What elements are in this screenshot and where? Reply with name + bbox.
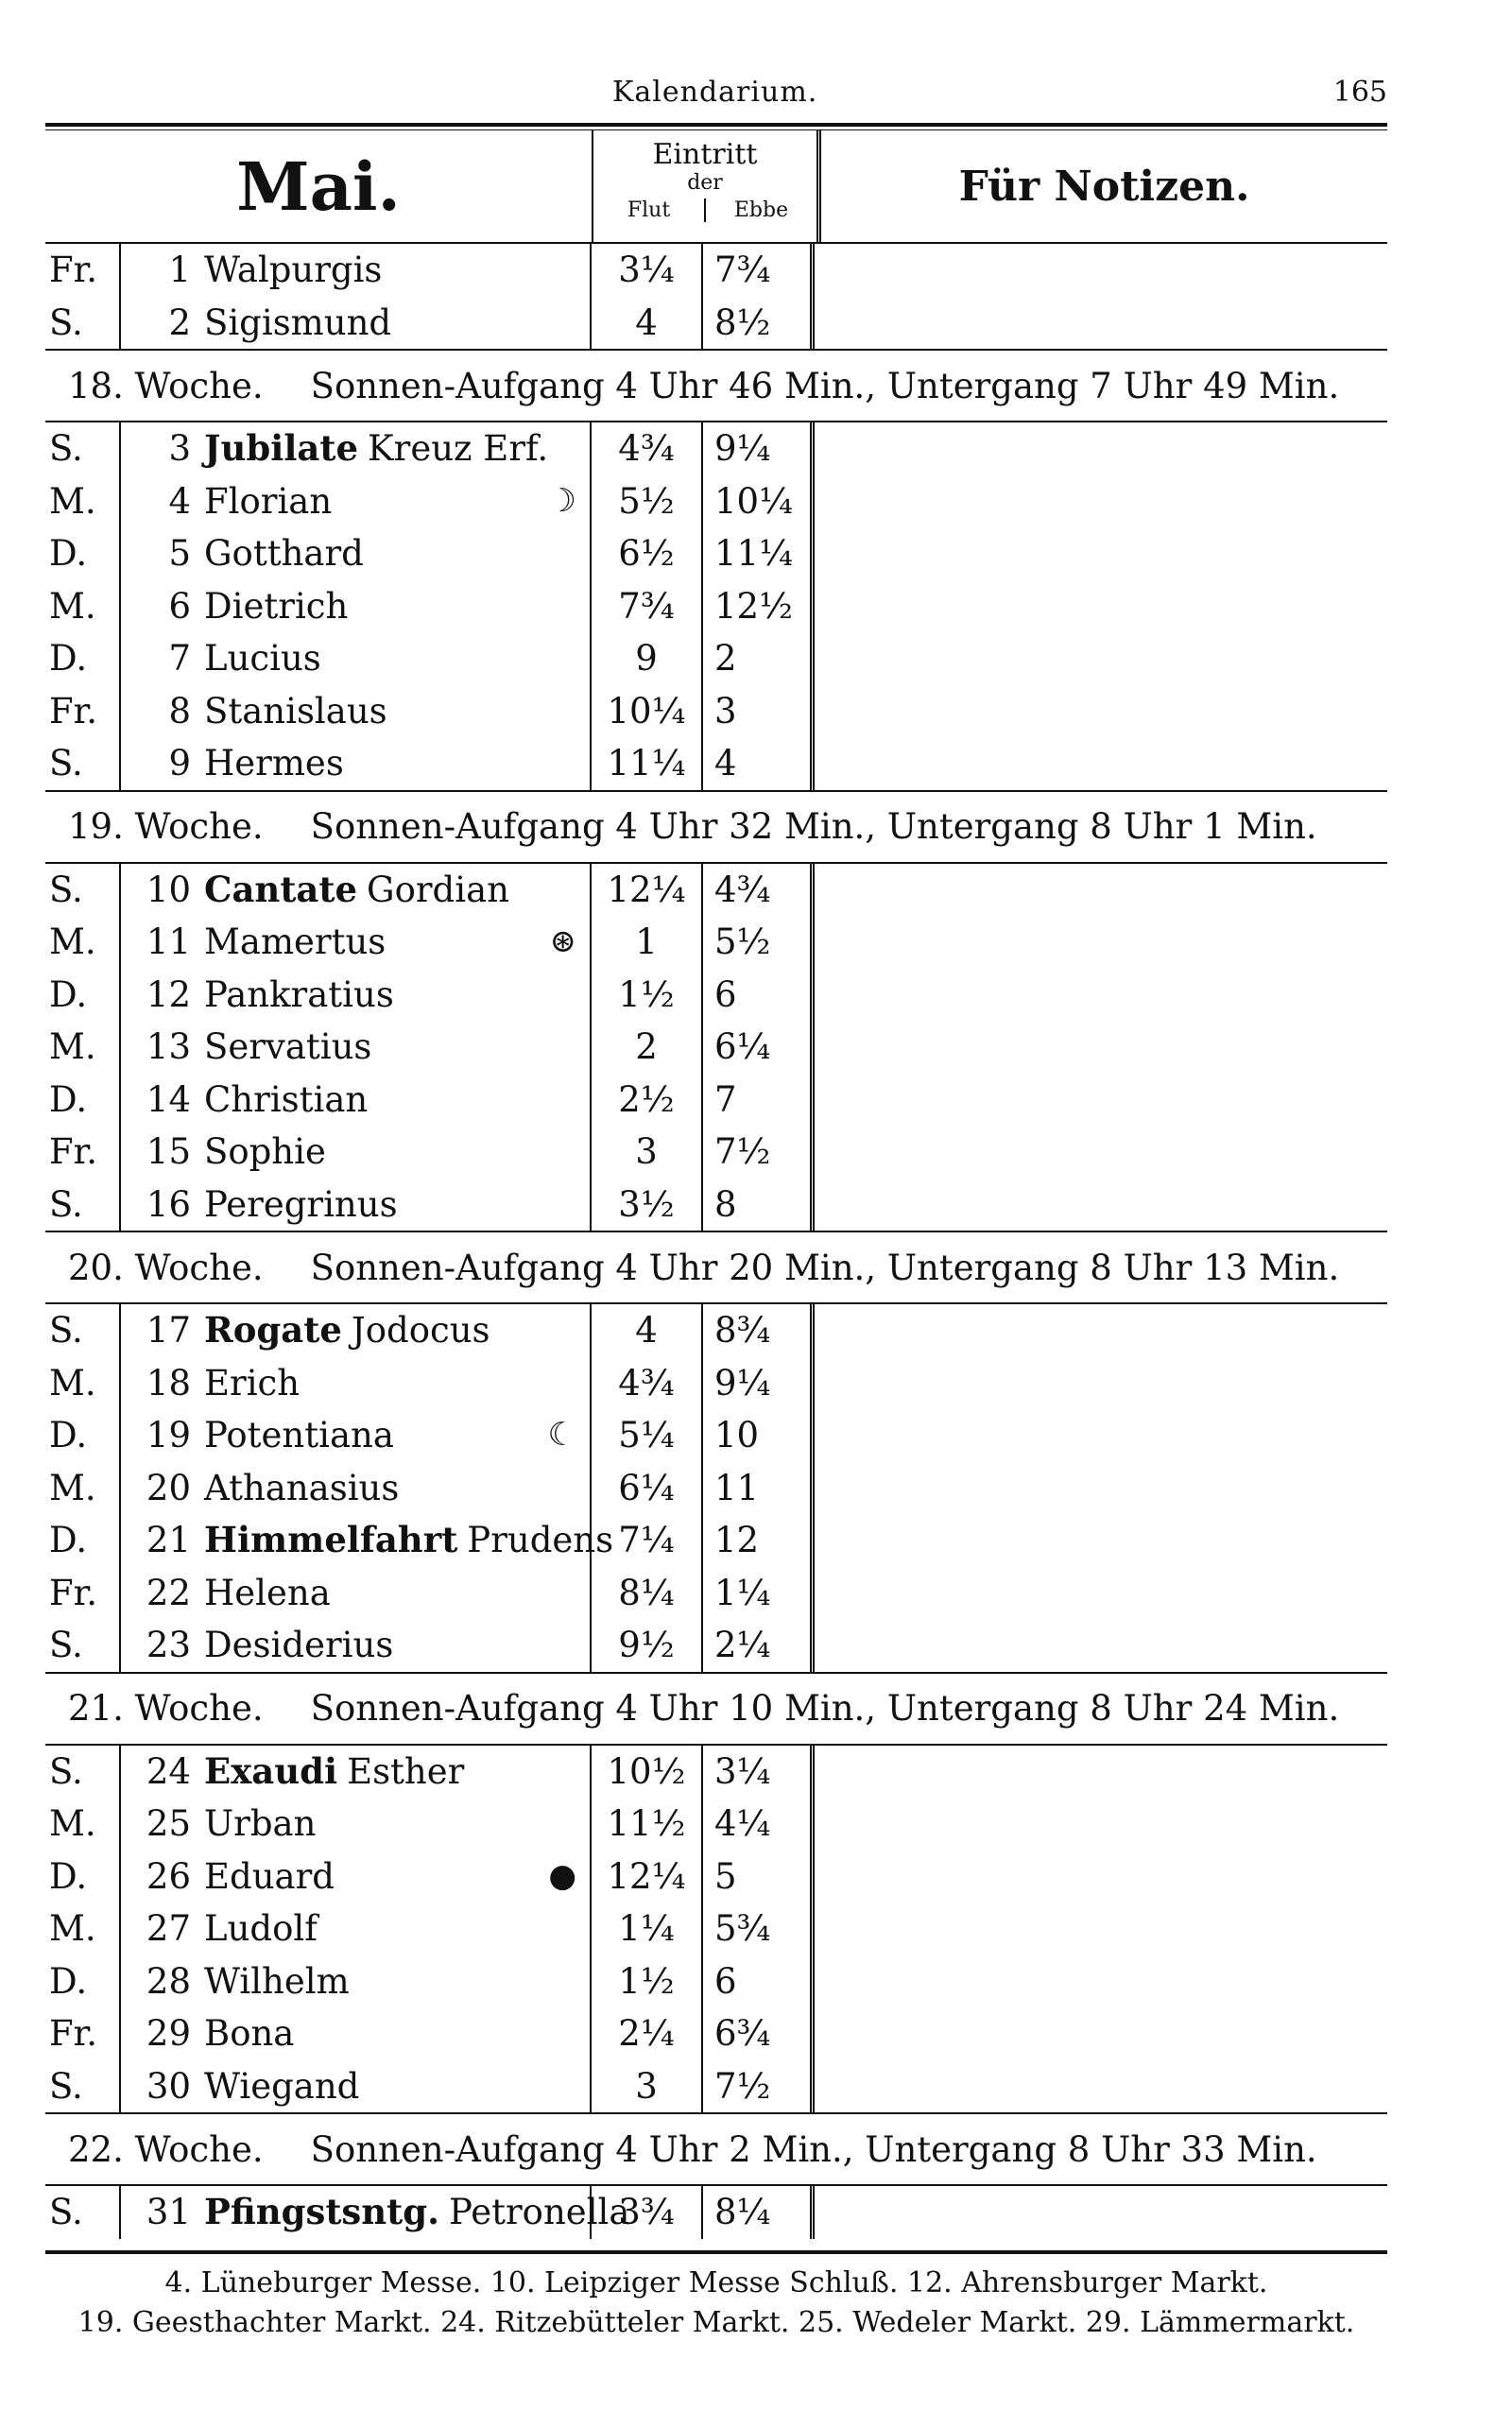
table-row <box>45 1514 1387 1567</box>
weekday: D. <box>45 1074 121 1127</box>
day-number: 25 <box>146 1803 191 1844</box>
flut-label: Flut <box>593 198 706 222</box>
saint-name: Desiderius <box>204 1625 394 1665</box>
ebbe-time: 6 <box>703 969 815 1022</box>
saint-name-cell <box>204 422 592 475</box>
table-row <box>45 580 1387 633</box>
notes-cell <box>815 1409 1387 1462</box>
day-number: 19 <box>146 1415 191 1455</box>
moon-phase-icon: ☾ <box>547 1416 576 1454</box>
saint-name-cell <box>204 580 592 633</box>
day-number: 8 <box>168 690 191 732</box>
notes-cell <box>815 1462 1387 1515</box>
feast-name: Himmelfahrt <box>204 1519 458 1560</box>
saint-name-cell <box>204 1619 592 1672</box>
weekday: M. <box>45 916 121 969</box>
weekday: M. <box>45 475 121 528</box>
running-head <box>45 66 1387 123</box>
saint-name-cell <box>204 1462 592 1515</box>
saint-name: Lucius <box>204 638 321 679</box>
table-row <box>45 244 1387 297</box>
ebbe-time: 8 <box>703 1179 815 1231</box>
ebbe-time: 5½ <box>703 916 815 969</box>
weekday: M. <box>45 1798 121 1851</box>
table-row <box>45 1462 1387 1515</box>
ebbe-time: 1¼ <box>703 1567 815 1620</box>
calendar-rows <box>45 244 1387 2239</box>
weekday: Fr. <box>45 1126 121 1179</box>
weekday: Fr. <box>45 685 121 738</box>
day-number: 29 <box>146 2013 191 2054</box>
flut-time: 6½ <box>592 527 703 580</box>
table-row <box>45 1619 1387 1672</box>
weekday: D. <box>45 1514 121 1567</box>
week-row <box>45 349 1387 422</box>
weekday: D. <box>45 527 121 580</box>
flut-time: 12¼ <box>592 864 703 917</box>
sun-times: Sonnen-Aufgang 4 Uhr 46 Min., Untergang 7 Uhr 49 Min. <box>310 365 1340 406</box>
flut-time: 5½ <box>592 475 703 528</box>
sun-times: Sonnen-Aufgang 4 Uhr 32 Min., Untergang 8 Uhr 1 Min. <box>310 806 1317 847</box>
flut-time: 12¼ <box>592 1851 703 1903</box>
week-label: 20. Woche. <box>68 1247 264 1288</box>
ebbe-time: 6 <box>703 1955 815 2008</box>
notes-header: Für Notizen. <box>958 162 1250 211</box>
table-row <box>45 1021 1387 1074</box>
feast-name: Exaudi <box>204 1749 338 1792</box>
saint-name-cell <box>204 1074 592 1127</box>
sun-times: Sonnen-Aufgang 4 Uhr 20 Min., Untergang 8 Uhr 13 Min. <box>310 1247 1340 1288</box>
weekday: D. <box>45 632 121 685</box>
flut-time: 3 <box>592 1126 703 1179</box>
notes-cell <box>815 244 1387 297</box>
flut-time: 4¾ <box>592 422 703 475</box>
sun-times: Sonnen-Aufgang 4 Uhr 2 Min., Untergang 8 Uhr 33 Min. <box>310 2128 1317 2170</box>
day-number: 12 <box>146 973 191 1015</box>
notes-cell <box>815 1903 1387 1955</box>
weekday: S. <box>45 864 121 917</box>
flut-time: 1½ <box>592 1955 703 2008</box>
day-number: 1 <box>168 250 191 290</box>
ebbe-time: 11¼ <box>703 527 815 580</box>
ebbe-time: 7½ <box>703 1126 815 1179</box>
tide-header <box>592 130 821 242</box>
day-number: 30 <box>146 2065 191 2107</box>
ebbe-time: 2¼ <box>703 1619 815 1672</box>
footnotes <box>45 2250 1387 2343</box>
flut-time: 3¾ <box>592 2186 703 2239</box>
notes-cell <box>815 737 1387 790</box>
table-row <box>45 1304 1387 1357</box>
ebbe-time: 5 <box>703 1851 815 1903</box>
ebbe-time: 8¼ <box>703 2186 815 2239</box>
flut-time: 3¼ <box>592 244 703 297</box>
moon-phase-icon: ☽ <box>547 481 576 520</box>
table-row <box>45 916 1387 969</box>
footnote-line-1: 4. Lüneburger Messe. 10. Leipziger Messe Schluß. 12. Ahrensburger Markt. <box>164 2265 1268 2299</box>
ebbe-time: 8¾ <box>703 1304 815 1357</box>
day-number: 15 <box>146 1131 191 1172</box>
saint-name: Athanasius <box>204 1467 400 1508</box>
ebbe-time: 7½ <box>703 2060 815 2113</box>
saint-name: Hermes <box>204 743 344 784</box>
week-row <box>45 2112 1387 2186</box>
ebbe-time: 8½ <box>703 297 815 350</box>
table-row <box>45 2007 1387 2060</box>
table-row <box>45 1357 1387 1410</box>
day-number: 28 <box>146 1960 191 2002</box>
weekday: S. <box>45 1746 121 1799</box>
saint-name: Walpurgis <box>204 250 383 290</box>
saint-name: Petronella <box>449 2192 630 2232</box>
saint-name: Christian <box>204 1078 369 1120</box>
saint-name-cell <box>204 1357 592 1410</box>
notes-cell <box>815 632 1387 685</box>
week-label: 19. Woche. <box>68 806 264 847</box>
table-row <box>45 1851 1387 1903</box>
table-row <box>45 632 1387 685</box>
notes-cell <box>815 1955 1387 2008</box>
ebbe-time: 4¼ <box>703 1798 815 1851</box>
saint-name-cell <box>204 1514 614 1567</box>
saint-name: Wiegand <box>204 2065 360 2107</box>
notes-cell <box>815 685 1387 738</box>
day-number: 4 <box>168 480 191 522</box>
flut-time: 3 <box>592 2060 703 2113</box>
notes-cell <box>815 1126 1387 1179</box>
ebbe-time: 3 <box>703 685 815 738</box>
weekday: S. <box>45 1179 121 1231</box>
ebbe-time: 12 <box>703 1514 815 1567</box>
notes-cell <box>815 1851 1387 1903</box>
flut-time: 9½ <box>592 1619 703 1672</box>
weekday: Fr. <box>45 1567 121 1620</box>
feast-name: Pfingstsntg. <box>204 2191 439 2232</box>
week-row <box>45 1231 1387 1304</box>
ebbe-time: 6¼ <box>703 1021 815 1074</box>
notes-cell <box>815 475 1387 528</box>
notes-cell <box>815 527 1387 580</box>
day-number: 5 <box>168 533 191 574</box>
feast-name: Cantate <box>204 868 358 910</box>
weekday: M. <box>45 580 121 633</box>
table-row <box>45 1074 1387 1127</box>
flut-time: 1 <box>592 916 703 969</box>
saint-name: Dietrich <box>204 585 349 627</box>
flut-time: 10½ <box>592 1746 703 1799</box>
notes-cell <box>815 1619 1387 1672</box>
flut-time: 4 <box>592 1304 703 1357</box>
flut-time: 7¾ <box>592 580 703 633</box>
notes-cell <box>815 1746 1387 1799</box>
notes-cell <box>815 1357 1387 1410</box>
saint-name-cell <box>204 1567 592 1620</box>
table-row <box>45 1955 1387 2008</box>
flut-time: 4¾ <box>592 1357 703 1410</box>
day-number: 7 <box>168 638 191 679</box>
notes-cell <box>815 2060 1387 2113</box>
day-number: 2 <box>168 301 191 343</box>
saint-name-cell <box>204 916 592 969</box>
notes-cell <box>815 969 1387 1022</box>
day-number: 16 <box>146 1183 191 1225</box>
saint-name: Ludolf <box>204 1908 318 1949</box>
flut-time: 11½ <box>592 1798 703 1851</box>
saint-name-cell <box>204 1021 592 1074</box>
saint-name-cell <box>204 737 592 790</box>
ebbe-time: 9¼ <box>703 422 815 475</box>
saint-name: Peregrinus <box>204 1183 398 1225</box>
page-number: 165 <box>1332 76 1387 109</box>
saint-name: Bona <box>204 2013 295 2054</box>
week-row <box>45 790 1387 864</box>
ebbe-time: 6¾ <box>703 2007 815 2060</box>
day-number: 23 <box>146 1625 191 1665</box>
saint-name: Sophie <box>204 1131 326 1172</box>
day-number: 27 <box>146 1908 191 1949</box>
calendar-page <box>45 66 1387 2343</box>
notes-cell <box>815 1514 1387 1567</box>
ebbe-time: 10 <box>703 1409 815 1462</box>
saint-name: Eduard <box>204 1855 335 1897</box>
weekday: D. <box>45 1409 121 1462</box>
notes-cell <box>815 2007 1387 2060</box>
notes-cell <box>815 1304 1387 1357</box>
notes-cell <box>815 1179 1387 1231</box>
day-number: 6 <box>168 585 191 627</box>
ebbe-time: 10¼ <box>703 475 815 528</box>
day-number: 17 <box>146 1310 191 1351</box>
table-row <box>45 1746 1387 1799</box>
saint-name-cell <box>204 1798 592 1851</box>
saint-name: Servatius <box>204 1026 372 1067</box>
feast-name: Rogate <box>204 1309 342 1351</box>
ebbe-time: 3¼ <box>703 1746 815 1799</box>
day-number: 13 <box>146 1026 191 1067</box>
ebbe-label: Ebbe <box>733 198 789 222</box>
saint-name-cell <box>204 1126 592 1179</box>
notes-cell <box>815 422 1387 475</box>
weekday: Fr. <box>45 244 121 297</box>
notes-cell <box>815 580 1387 633</box>
table-row <box>45 422 1387 475</box>
weekday: M. <box>45 1021 121 1074</box>
table-row <box>45 1567 1387 1620</box>
saint-name-cell <box>204 1903 592 1955</box>
saint-name: Stanislaus <box>204 690 387 732</box>
month-title: Mai. <box>236 146 401 226</box>
table-row <box>45 737 1387 790</box>
flut-time: 10¼ <box>592 685 703 738</box>
table-row <box>45 1126 1387 1179</box>
weekday: Fr. <box>45 2007 121 2060</box>
ebbe-time: 9¼ <box>703 1357 815 1410</box>
day-number: 20 <box>146 1467 191 1508</box>
week-label: 22. Woche. <box>68 2128 264 2170</box>
tide-title: Eintritt <box>652 138 758 171</box>
table-row <box>45 969 1387 1022</box>
table-row <box>45 2186 1387 2239</box>
notes-cell <box>815 1074 1387 1127</box>
saint-name-cell <box>204 1955 592 2008</box>
table-row <box>45 1179 1387 1231</box>
day-number: 3 <box>168 428 191 469</box>
saint-name-cell <box>204 1179 592 1231</box>
notes-cell <box>815 1021 1387 1074</box>
tide-der: der <box>687 171 723 195</box>
week-row <box>45 1672 1387 1746</box>
flut-time: 5¼ <box>592 1409 703 1462</box>
saint-name: Florian <box>204 480 333 522</box>
saint-name: Sigismund <box>204 301 392 343</box>
day-number: 18 <box>146 1362 191 1403</box>
day-number: 24 <box>146 1750 191 1792</box>
saint-name: Pankratius <box>204 973 394 1015</box>
weekday: D. <box>45 969 121 1022</box>
saint-name-cell <box>204 1409 592 1462</box>
weekday: D. <box>45 1851 121 1903</box>
weekday: S. <box>45 297 121 350</box>
table-row <box>45 2060 1387 2113</box>
day-number: 22 <box>146 1572 191 1613</box>
flut-time: 1½ <box>592 969 703 1022</box>
day-number: 31 <box>146 2192 191 2232</box>
saint-name: Erich <box>204 1362 301 1403</box>
ebbe-time: 5¾ <box>703 1903 815 1955</box>
moon-phase-icon: ● <box>548 1856 576 1895</box>
saint-name: Wilhelm <box>204 1960 350 2002</box>
saint-name-cell <box>204 1304 592 1357</box>
table-row <box>45 475 1387 528</box>
feast-name: Jubilate <box>204 427 358 469</box>
saint-name-cell <box>204 685 592 738</box>
flut-time: 11¼ <box>592 737 703 790</box>
tide-subheader <box>593 198 816 222</box>
ebbe-time: 7 <box>703 1074 815 1127</box>
flut-time: 9 <box>592 632 703 685</box>
saint-name-cell <box>204 632 592 685</box>
table-row <box>45 685 1387 738</box>
flut-time: 2 <box>592 1021 703 1074</box>
weekday: S. <box>45 2186 121 2239</box>
table-row <box>45 864 1387 917</box>
saint-name: Helena <box>204 1572 331 1613</box>
weekday: M. <box>45 1357 121 1410</box>
saint-name-cell <box>204 527 592 580</box>
saint-name: Prudens <box>467 1520 614 1560</box>
flut-time: 1¼ <box>592 1903 703 1955</box>
saint-name: Esther <box>347 1750 465 1792</box>
notes-cell <box>815 2186 1387 2239</box>
running-title: Kalendarium. <box>612 76 818 109</box>
week-label: 18. Woche. <box>68 365 264 406</box>
saint-name-cell <box>204 1746 592 1799</box>
weekday: M. <box>45 1462 121 1515</box>
saint-name-cell <box>204 864 592 917</box>
table-row <box>45 527 1387 580</box>
weekday: S. <box>45 422 121 475</box>
weekday: S. <box>45 737 121 790</box>
ebbe-time: 7¾ <box>703 244 815 297</box>
weekday: M. <box>45 1903 121 1955</box>
notes-cell <box>815 1567 1387 1620</box>
saint-name-cell <box>204 297 592 350</box>
saint-name: Gotthard <box>204 533 364 574</box>
saint-name: Kreuz Erf. <box>368 428 549 469</box>
day-number: 14 <box>146 1078 191 1120</box>
saint-name-cell <box>204 1851 592 1903</box>
day-number: 26 <box>146 1855 191 1897</box>
ebbe-time: 4 <box>703 737 815 790</box>
day-number: 11 <box>146 921 191 962</box>
saint-name: Jodocus <box>351 1310 490 1351</box>
weekday: S. <box>45 1619 121 1672</box>
ebbe-time: 11 <box>703 1462 815 1515</box>
table-row <box>45 1903 1387 1955</box>
weekday: S. <box>45 2060 121 2113</box>
flut-time: 3½ <box>592 1179 703 1231</box>
saint-name-cell <box>204 969 592 1022</box>
saint-name-cell <box>204 2060 592 2113</box>
saint-name-cell <box>204 475 592 528</box>
notes-cell <box>815 864 1387 917</box>
saint-name: Potentiana <box>204 1415 394 1455</box>
flut-time: 6¼ <box>592 1462 703 1515</box>
week-label: 21. Woche. <box>68 1688 264 1729</box>
saint-name-cell <box>204 2007 592 2060</box>
day-number: 21 <box>146 1520 191 1560</box>
day-number: 9 <box>168 743 191 784</box>
day-number: 10 <box>146 869 191 910</box>
flut-time: 8¼ <box>592 1567 703 1620</box>
notes-cell <box>815 916 1387 969</box>
saint-name: Mamertus <box>204 921 387 962</box>
ebbe-time: 2 <box>703 632 815 685</box>
ebbe-time: 12½ <box>703 580 815 633</box>
flut-time: 2½ <box>592 1074 703 1127</box>
table-row <box>45 1409 1387 1462</box>
saint-name-cell <box>204 244 592 297</box>
table-header <box>45 130 1387 244</box>
moon-phase-icon: ⊛ <box>549 922 576 960</box>
flut-time: 7¼ <box>592 1514 703 1567</box>
notes-cell <box>815 297 1387 350</box>
flut-time: 2¼ <box>592 2007 703 2060</box>
top-rule <box>45 123 1387 130</box>
sun-times: Sonnen-Aufgang 4 Uhr 10 Min., Untergang 8 Uhr 24 Min. <box>310 1688 1340 1729</box>
table-row <box>45 297 1387 350</box>
weekday: S. <box>45 1304 121 1357</box>
saint-name-cell <box>204 2186 630 2239</box>
table-row <box>45 1798 1387 1851</box>
saint-name: Urban <box>204 1803 317 1844</box>
footnote-line-2: 19. Geesthachter Markt. 24. Ritzebütteler Markt. 25. Wedeler Markt. 29. Lämmermarkt. <box>77 2305 1355 2339</box>
flut-time: 4 <box>592 297 703 350</box>
weekday: D. <box>45 1955 121 2008</box>
saint-name: Gordian <box>367 869 509 910</box>
notes-cell <box>815 1798 1387 1851</box>
ebbe-time: 4¾ <box>703 864 815 917</box>
